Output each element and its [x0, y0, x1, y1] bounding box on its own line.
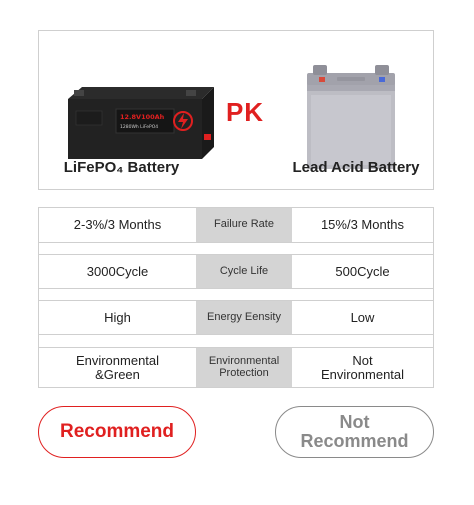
- lead-acid-value: Low: [350, 309, 375, 325]
- lead-acid-battery-image: [301, 61, 401, 171]
- lifepo4-value: 2-3%/3 Months: [73, 217, 162, 233]
- table-row: [39, 255, 433, 288]
- lead-acid-value: 500Cycle: [335, 263, 390, 279]
- lifepo4-value: High: [104, 309, 131, 325]
- lifepo4-caption: LiFePO₄ Battery: [63, 159, 180, 176]
- table-row: [39, 301, 433, 334]
- lifepo4-value: 3000Cycle: [86, 263, 149, 279]
- recommend-button[interactable]: Recommend: [38, 406, 196, 458]
- battery-label-line1: 12.8V100Ah: [120, 113, 165, 121]
- attribute-label: Failure Rate: [196, 208, 292, 242]
- table-row: [39, 208, 433, 242]
- comparison-header-card: [38, 30, 434, 190]
- lifepo4-battery-image: [64, 59, 214, 169]
- lead-acid-value: 15%/3 Months: [320, 217, 405, 233]
- attribute-label: Energy Eensity: [196, 301, 292, 334]
- battery-label-line2: 1280Wh LiFePO4: [120, 125, 159, 130]
- row-divider: [39, 288, 433, 289]
- row-divider: [39, 242, 433, 243]
- comparison-table: [38, 207, 434, 388]
- table-row: [39, 348, 433, 387]
- attribute-label: Cycle Life: [196, 255, 292, 288]
- vs-label: PK: [225, 97, 265, 127]
- lead-acid-value: Not Environmental: [320, 352, 405, 382]
- not-recommend-button[interactable]: Not Recommend: [275, 406, 434, 458]
- attribute-label: Environmental Protection: [196, 348, 292, 387]
- lifepo4-value: Environmental &Green: [75, 352, 160, 382]
- lead-acid-caption: Lead Acid Battery: [292, 159, 420, 176]
- row-divider: [39, 334, 433, 335]
